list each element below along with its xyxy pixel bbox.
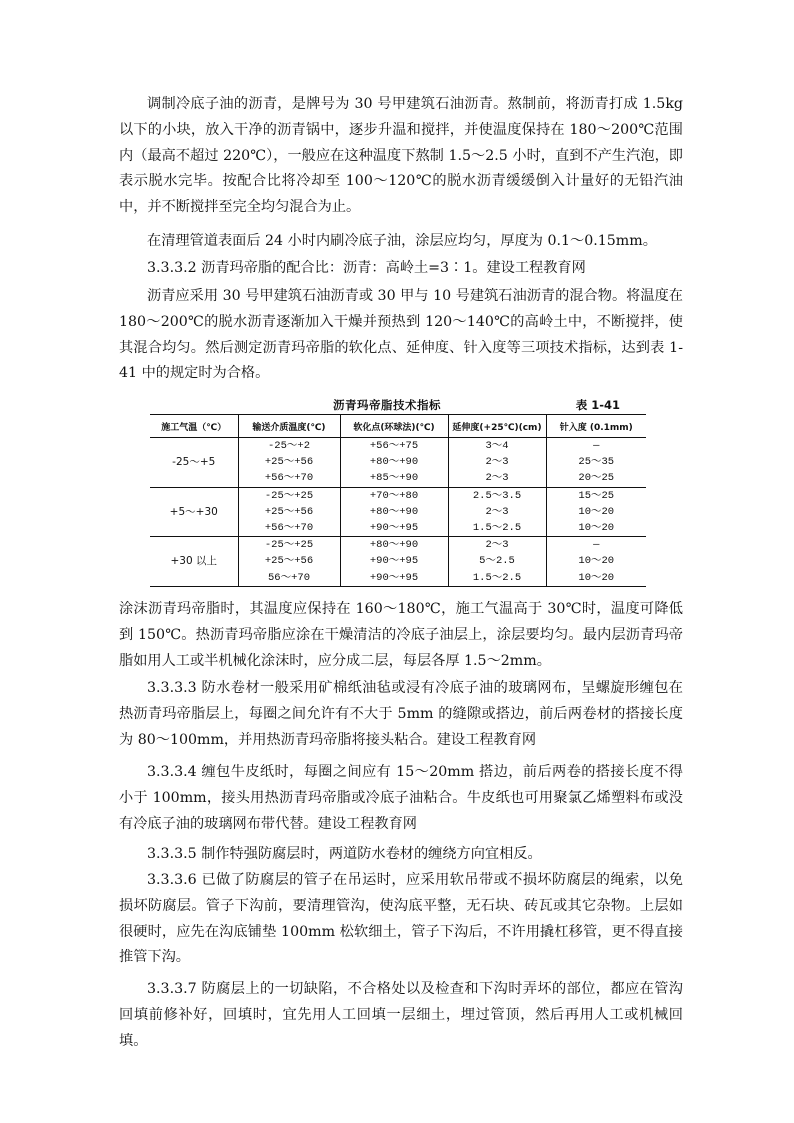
table-number: 表 1-41 [575,398,620,412]
paragraph-section-3-3-3-4: 3.3.3.4 缠包牛皮纸时，每圈之间应有 15～20mm 搭边，前后两卷的搭接长度不得小于 100mm，接头用热沥青玛帝脂或冷底子油粘合。牛皮纸也可用聚氯乙烯塑料布或没有冷底子油的玻璃网布带代替。建设工程教育网 [119,764,683,832]
table-cell: +56～+75 [340,438,448,455]
table-cell: +25～+56 [238,504,340,520]
table-header-row [150,415,646,438]
table-cell: +25～+56 [238,454,340,470]
table-cell: +80～+90 [340,454,448,470]
table-cell: +70～+80 [340,487,448,504]
table-cell: +85～+90 [340,470,448,487]
table-cell: — [593,539,600,552]
table-title: 沥青玛帝脂技术指标 [333,398,441,412]
group-temp-cell: -25～+5 [150,438,238,488]
paragraph-mastic-application: 涂沫沥青玛帝脂时，其温度应保持在 160～180℃，施工气温高于 30℃时，温度可降低到 150℃。热沥青玛帝脂应涂在干燥清洁的冷底子油层上，涂层要均匀。最内层沥青玛帝脂如用人工或半机械化涂沫时，应分成二层，每层各厚 1.5～2mm。 [119,601,683,669]
table-cell: 10～20 [546,570,646,587]
table-row [150,487,646,504]
header-construction-temp: 施工气温（℃） [150,415,238,438]
table-cell: 1.5～2.5 [448,570,546,587]
mastic-spec-table [150,414,646,587]
table-cell: -25～+2 [238,438,340,455]
table-cell: +90～+95 [340,570,448,587]
paragraph-section-3-3-3-5: 3.3.3.5 制作特强防腐层时，两道防水卷材的缠绕方向宜相反。 [147,846,542,862]
table-row [150,438,646,455]
table-cell: 5～2.5 [448,553,546,569]
table-cell: 10～20 [578,505,615,518]
table-cell: +25～+56 [238,553,340,569]
table-row [150,537,646,554]
header-ductility: 延伸度(+25℃)(cm) [448,415,546,438]
mastic-spec-table-block [150,397,646,585]
paragraph-section-3-3-3-3: 3.3.3.3 防水卷材一般采用矿棉纸油毡或浸有冷底子油的玻璃网布，呈螺旋形缠包在热沥青玛帝脂层上，每圈之间允许有不大于 5mm 的缝隙或搭边，前后两卷材的搭接长度为 80～100mm，并用热沥青玛帝脂将接头粘合。建设工程教育网 [119,680,683,748]
table-cell: 20～25 [546,470,646,487]
paragraph-cold-primer-coating: 在清理管道表面后 24 小时内刷冷底子油，涂层应均匀，厚度为 0.1～0.15mm。 [147,233,657,249]
table-cell: -25～+25 [238,537,340,554]
table-cell: +90～+95 [340,553,448,569]
table-cell: +80～+90 [340,504,448,520]
table-cell: 1.5～2.5 [448,520,546,537]
table-cell: 15～25 [578,489,615,502]
table-cell: 10～20 [578,555,615,568]
table-cell: 2～3 [448,537,546,554]
table-cell: 25～35 [578,456,615,469]
paragraph-asphalt-mastic-mix: 沥青应采用 30 号甲建筑石油沥青或 30 甲与 10 号建筑石油沥青的混合物。将温度在 180～200℃的脱水沥青逐渐加入干燥并预热到 120～140℃的高岭土中，不断搅拌，使其混合均匀。然后测定沥青玛帝脂的软化点、延伸度、针入度等三项技术指标，达到表 1-41 中的规定时为合格。 [119,288,683,382]
table-cell: — [593,440,600,453]
table-cell: 2～3 [448,470,546,487]
paragraph-section-3-3-3-7: 3.3.3.7 防腐层上的一切缺陷，不合格处以及检查和下沟时弄坏的部位，都应在管沟回填前修补好，回填时，宜先用人工回填一层细土，埋过管顶，然后再用人工或机械回填。 [119,981,683,1049]
group-temp-cell: +30 以上 [150,537,238,587]
table-cell: +90～+95 [340,520,448,537]
table-cell: 10～20 [546,520,646,537]
paragraph-section-3-3-3-2: 3.3.3.2 沥青玛帝脂的配合比：沥青：高岭土=3∶1。建设工程教育网 [147,260,586,276]
table-cell: +56～+70 [238,520,340,537]
table-cell: 56～+70 [238,570,340,587]
table-cell: +56～+70 [238,470,340,487]
header-penetration: 针入度 (0.1mm) [546,415,646,438]
table-cell: 3～4 [448,438,546,455]
paragraph-section-3-3-3-6: 3.3.3.6 已做了防腐层的管子在吊运时，应采用软吊带或不损坏防腐层的绳索，以免损坏防腐层。管子下沟前，要清理管沟，使沟底平整，无石块、砖瓦或其它杂物。上层如很硬时，应先在沟底铺垫 100mm 松软细土，管子下沟后，不许用撬杠移管，更不得直接推管下沟。 [119,872,683,966]
table-cell: -25～+25 [238,487,340,504]
table-cell: 2～3 [448,504,546,520]
table-cell: 2～3 [448,454,546,470]
table-cell: 2.5～3.5 [448,487,546,504]
table-cell: +80～+90 [340,537,448,554]
header-softening-point: 软化点(环球法)(℃) [340,415,448,438]
header-medium-temp: 输送介质温度(℃) [238,415,340,438]
group-temp-cell: +5～+30 [150,487,238,537]
paragraph-cold-primer-prep: 调制冷底子油的沥青，是牌号为 30 号甲建筑石油沥青。熬制前，将沥青打成 1.5kg 以下的小块，放入干净的沥青锅中，逐步升温和搅拌，并使温度保持在 180～200℃范围内（最高不超过 220℃），一般应在这种温度下熬制 1.5～2.5 小时，直到不产生汽泡，即表示脱水完毕。按配合比将冷却至 100～120℃的脱水沥青缓缓倒入计量好的无铅汽油中，并不断搅拌至完全均匀混合为止。 [119,96,683,216]
